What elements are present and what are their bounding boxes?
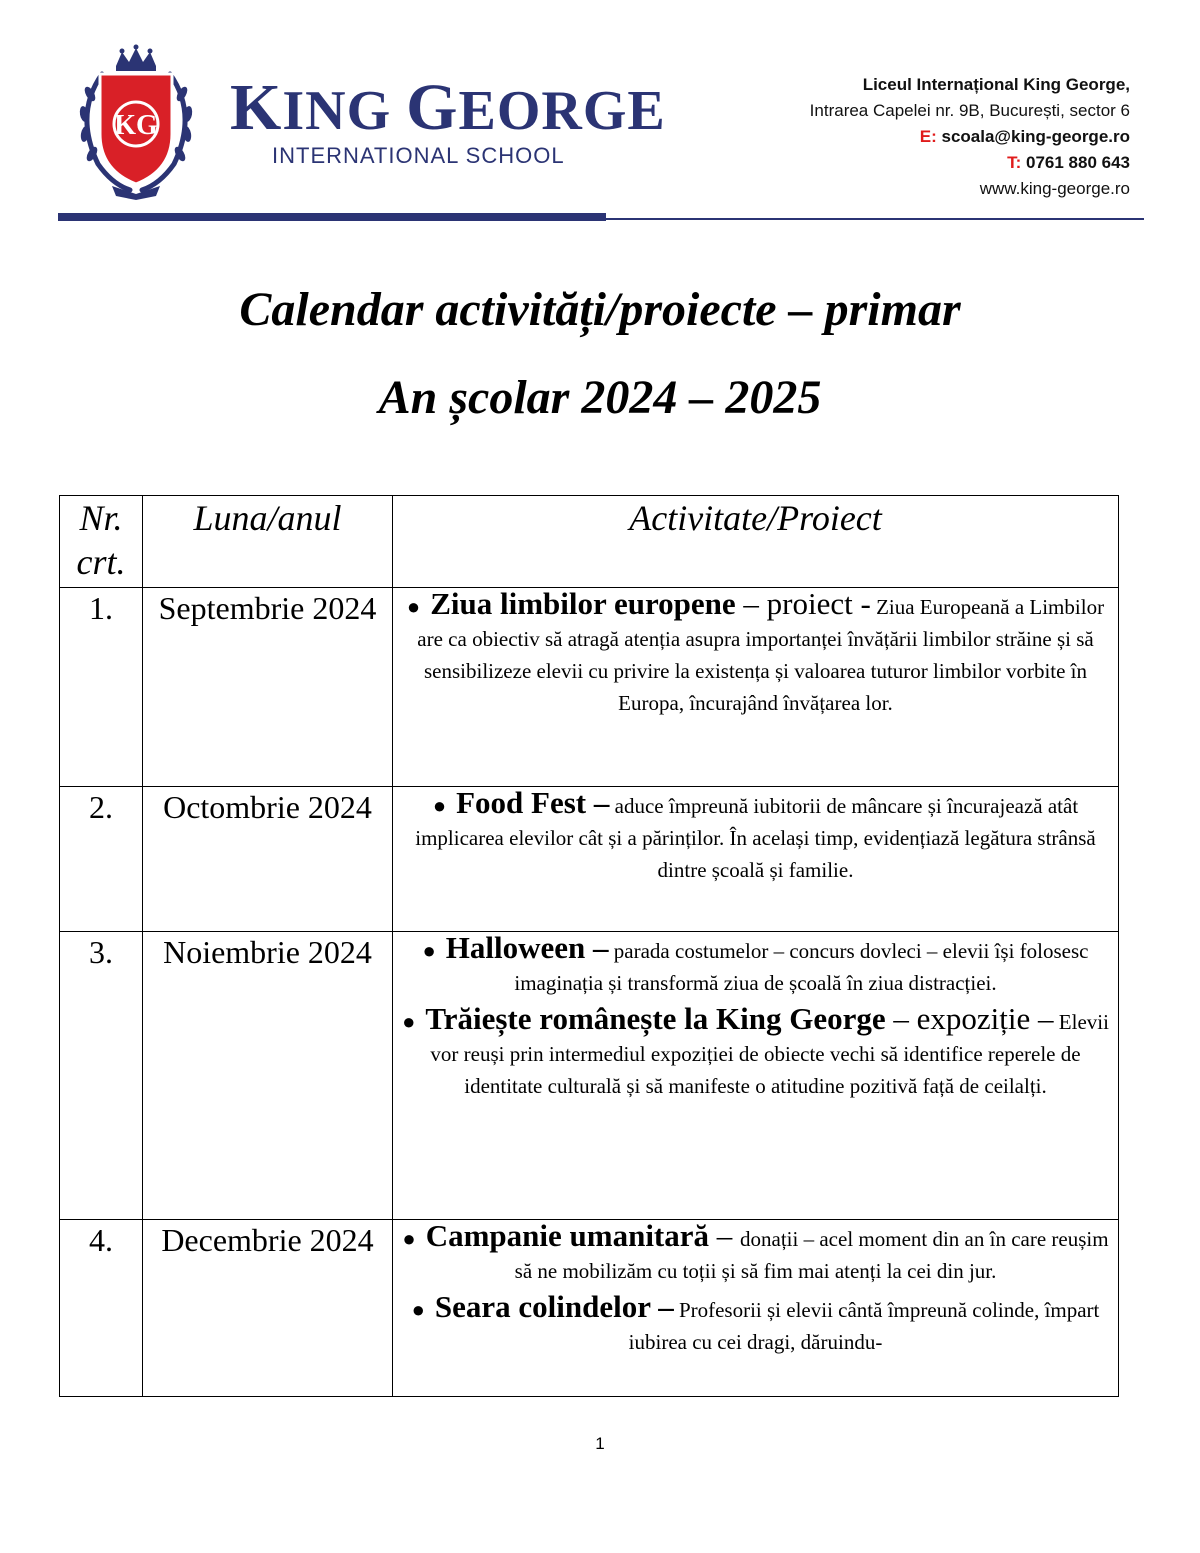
activity-description: aduce împreună iubitorii de mâncare și încurajează atât implicarea elevilor cât și a părinților. În același timp, evidențiază legătura strânsă dintre școală și familie.	[415, 794, 1096, 882]
email-label: E:	[919, 127, 937, 146]
school-year-title: An școlar 2024 – 2025	[378, 371, 822, 424]
bullet-icon: ●	[432, 793, 447, 818]
row-activities	[393, 588, 1119, 787]
school-crest-logo	[72, 44, 200, 200]
row-number: 4.	[60, 1220, 143, 1397]
bullet-icon: ●	[422, 938, 436, 963]
row-number: 2.	[60, 787, 143, 932]
page-number: 1	[595, 1434, 605, 1453]
activity-description: Ziua Europeană a Limbilor are ca obiectiv să atragă atenția asupra importanței învățării limbilor străine și să sensibilizeze elevii cu privire la existența și valoarea tuturor limbilor vorbite în Europa, încurajând învățarea lor.	[417, 595, 1105, 715]
activity-title: Halloween –	[445, 931, 609, 965]
activity-item	[393, 1220, 1118, 1287]
activity-separator: –	[735, 587, 767, 621]
school-address: Intrarea Capelei nr. 9B, București, sector 6	[809, 101, 1130, 120]
table-row	[60, 787, 1119, 932]
row-month: Octombrie 2024	[143, 787, 393, 932]
column-header-nr: Nr. crt.	[60, 496, 143, 588]
brand-name: KING GEORGE	[230, 71, 666, 144]
row-activities	[393, 932, 1119, 1220]
bullet-icon: ●	[411, 1297, 425, 1322]
activity-item	[393, 932, 1118, 999]
activity-title: Seara colindelor –	[434, 1289, 674, 1324]
column-header-activity: Activitate/Proiect	[393, 496, 1119, 588]
activity-description: donații – acel moment din an în care reușim să ne mobilizăm cu toții și să fim mai atenți la cei din jur.	[514, 1227, 1109, 1283]
activity-title: Ziua limbilor europene	[430, 587, 736, 621]
activity-separator: –	[885, 1001, 917, 1036]
activity-title: Campanie umanitară	[425, 1219, 710, 1253]
email-link[interactable]: scoala@king-george.ro	[941, 127, 1130, 146]
header-rule-thick	[58, 213, 606, 221]
row-month: Decembrie 2024	[143, 1220, 393, 1397]
row-month: Noiembrie 2024	[143, 932, 393, 1220]
brand-block	[230, 71, 666, 169]
activity-type: proiect -	[766, 587, 871, 621]
row-activities	[393, 787, 1119, 932]
activity-type: expoziție –	[916, 1001, 1054, 1036]
table-header-row	[60, 496, 1119, 588]
crest-monogram: KG	[114, 110, 158, 141]
bullet-icon: ●	[406, 594, 421, 619]
header-rule-thin	[606, 218, 1144, 220]
table-row	[60, 932, 1119, 1220]
table-row	[60, 588, 1119, 787]
activities-table	[59, 495, 1119, 1397]
activity-title: Trăiește românește la King George	[425, 1001, 886, 1036]
brand-subtitle: INTERNATIONAL SCHOOL	[272, 143, 565, 168]
activity-title: Food Fest –	[456, 786, 610, 820]
row-number: 1.	[60, 588, 143, 787]
activity-item	[393, 1003, 1118, 1102]
row-number: 3.	[60, 932, 143, 1220]
page-title: Calendar activități/proiecte – primar	[239, 283, 961, 336]
website-link[interactable]: www.king-george.ro	[979, 179, 1130, 198]
bullet-icon: ●	[402, 1226, 416, 1251]
activity-description: Elevii vor reuși prin intermediul expoziției de obiecte vechi să identifice reperele de identitate culturală și să manifeste o atitudine pozitivă față de ceilalți.	[430, 1010, 1109, 1098]
phone-number: 0761 880 643	[1026, 153, 1130, 172]
activity-item	[393, 588, 1118, 719]
activity-item	[393, 787, 1118, 886]
contact-block	[810, 72, 1130, 202]
activity-separator: –	[709, 1219, 741, 1253]
school-name: Liceul Internațional King George,	[862, 75, 1130, 94]
activity-description: parada costumelor – concurs dovleci – elevii își folosesc imaginația și transformă ziua de școală în ziua distracției.	[514, 939, 1089, 995]
phone-label: T:	[1007, 153, 1022, 172]
table-row	[60, 1220, 1119, 1397]
row-month: Septembrie 2024	[143, 588, 393, 787]
bullet-icon: ●	[402, 1009, 416, 1034]
column-header-month: Luna/anul	[143, 496, 393, 588]
activity-item	[393, 1291, 1118, 1358]
activity-description: Profesorii și elevii cântă împreună colinde, împart iubirea cu cei dragi, dăruindu-	[628, 1298, 1100, 1354]
row-activities	[393, 1220, 1119, 1397]
